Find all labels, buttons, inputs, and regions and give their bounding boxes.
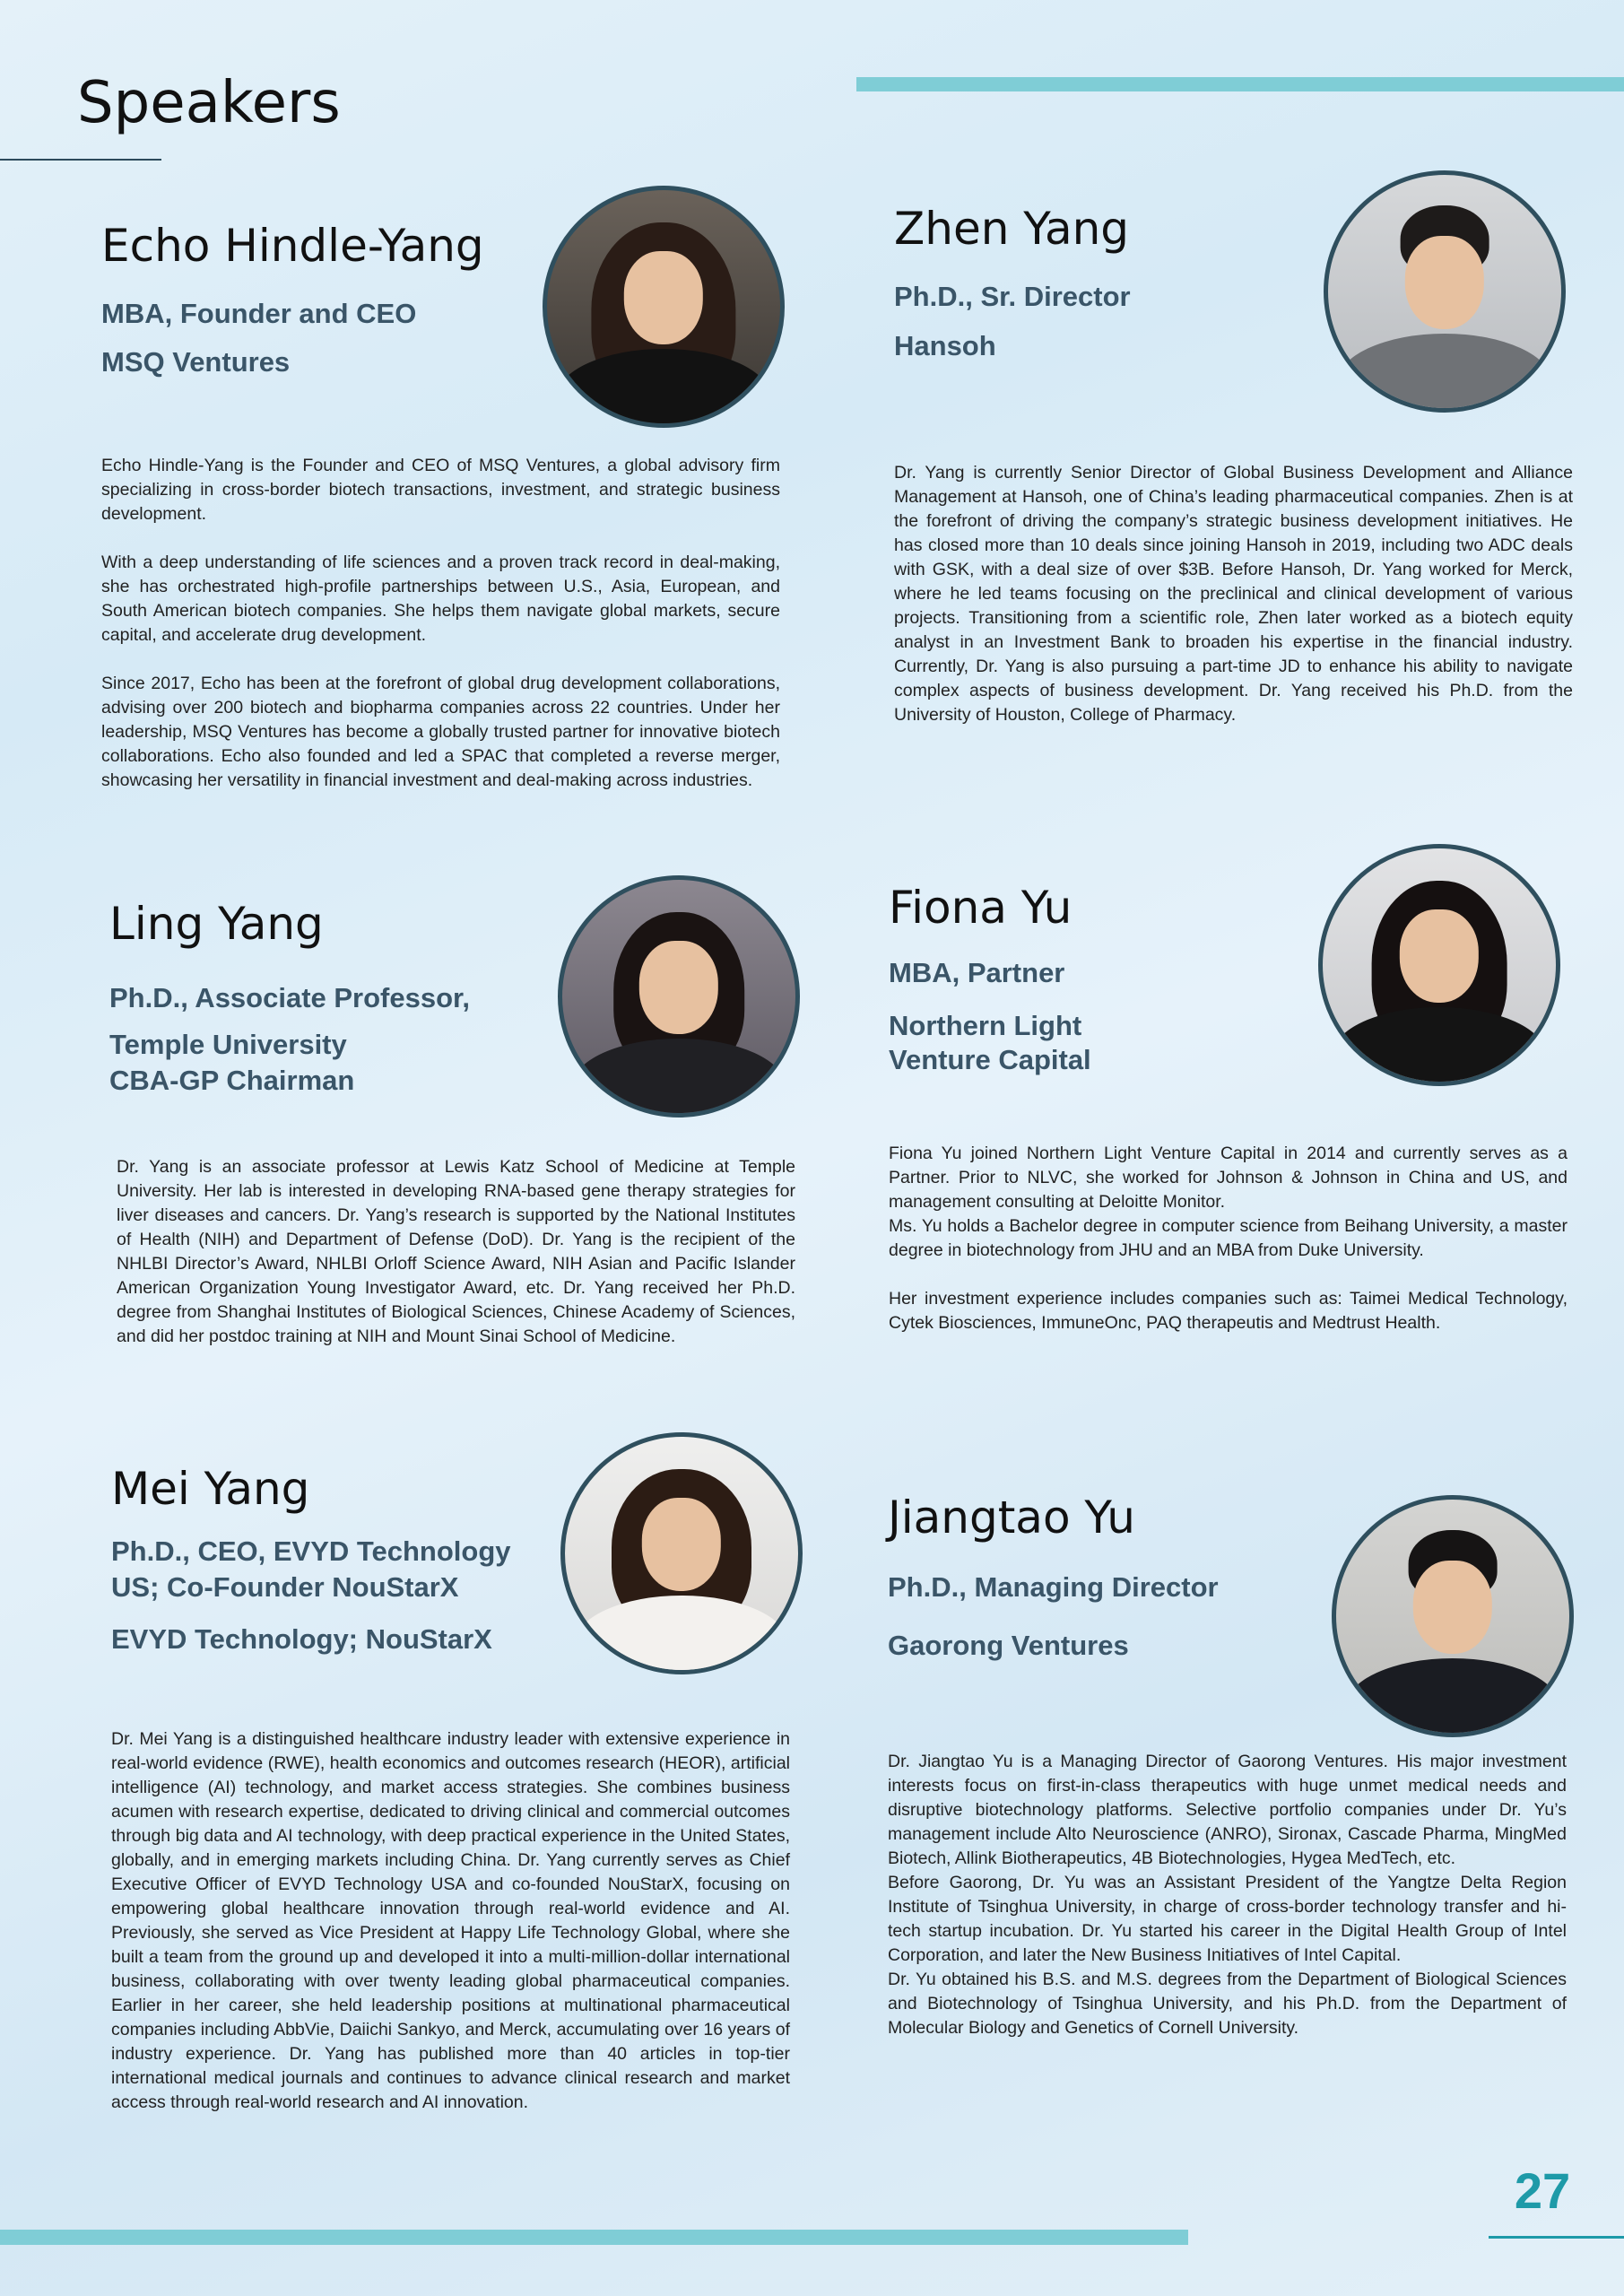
page-number: 27 (1514, 2162, 1571, 2219)
speaker-name-zhen-yang: Zhen Yang (894, 203, 1130, 255)
zhen-yang-portrait-icon (1324, 170, 1566, 413)
speaker-name-ling-yang: Ling Yang (109, 898, 324, 950)
speaker-title-mei-yang: Ph.D., CEO, EVYD Technology (111, 1535, 511, 1567)
speaker-org-mei-yang: EVYD Technology; NouStarX (111, 1623, 492, 1655)
speaker-org-ling-yang: Temple University (109, 1029, 347, 1060)
bio-echo-hindle-yang (101, 454, 780, 793)
bio-paragraph: Dr. Yu obtained his B.S. and M.S. degrees from the Department of Biological Sciences and Biotechnology of Tsinghua University, and his Ph.D. from the Department of Molecular Biology and Genetics of Cornell University. (888, 1970, 1567, 2038)
speaker-org-echo-hindle-yang: MSQ Ventures (101, 346, 291, 378)
speaker-name-jiangtao-yu: Jiangtao Yu (888, 1492, 1135, 1544)
bio-paragraph: Dr. Jiangtao Yu is a Managing Director of Gaorong Ventures. His major investment interests focus on first-in-class therapeutics with huge unmet medical needs and disruptive biotechnology platforms. Selective portfolio companies under Dr. Yu’s management include Alto Neuroscience (ANRO), Sironax, Cascade Pharma, MingMed Biotech, Allink Biotherapeutics, 4B Biotechnologies, Hygea MedTech, etc. (888, 1752, 1567, 1868)
bio-paragraph: Since 2017, Echo has been at the forefront of global drug development collaborations, advising over 200 biotech and biopharma companies across 22 countries. Under her leadership, MSQ Ventures has become a globally trusted partner for innovative biotech collaborations. Echo also founded and led a SPAC that completed a reverse merger, showcasing her versatility in financial investment and deal-making across industries. (101, 674, 780, 790)
bio-zhen-yang (894, 461, 1573, 727)
bio-paragraph: Dr. Mei Yang is a distinguished healthcare industry leader with extensive experience in real-world evidence (RWE), health economics and outcomes research (HEOR), artificial intelligence (AI) technology, and market access strategies. She combines business acumen with research expertise, dedicated to driving clinical and commercial outcomes through big data and AI technology, with deep practical experience in the United States, globally, and in emerging markets including China. Dr. Yang currently serves as Chief Executive Officer of EVYD Technology USA and co-founded NouStarX, focusing on empowering global healthcare innovation through real-world evidence and AI. Previously, she served as Vice President at Happy Life Technology Global, where she built a team from the ground up and developed it into a multi-million-dollar international business, collaborating with over twenty leading global pharmaceutical companies. Earlier in her career, she held leadership positions at multinational pharmaceutical companies including AbbVie, Daiichi Sankyo, and Merck, accumulating over 16 years of industry experience. Dr. Yang has published more than 40 articles in top-tier international medical journals and continues to advance clinical research and market access through real-world research and AI innovation. (111, 1729, 790, 2112)
bio-paragraph: With a deep understanding of life sciences and a proven track record in deal-making, she has orchestrated high-profile partnerships between U.S., Asia, European, and South American biotech companies. She helps them navigate global markets, secure capital, and accelerate drug development. (101, 552, 780, 645)
mei-yang-portrait-icon (560, 1432, 803, 1674)
bio-paragraph: Dr. Yang is currently Senior Director of Global Business Development and Alliance Management at Hansoh, one of China’s leading pharmaceutical companies. Zhen is at the forefront of driving the company’s strategic business development initiatives. He has closed more than 10 deals since joining Hansoh in 2019, including two ADC deals with GSK, with a deal size of over $3B. Before Hansoh, Dr. Yang worked for Merck, where he led teams focusing on the preclinical and clinical development of various projects. Transitioning from a scientific role, Zhen later worked as a biotech equity analyst in an Investment Bank to broaden his expertise in the financial industry. Currently, Dr. Yang is also pursuing a part-time JD to enhance his ability to navigate complex aspects of business development. Dr. Yang received his Ph.D. from the University of Houston, College of Pharmacy. (894, 463, 1573, 725)
speaker-name-mei-yang: Mei Yang (111, 1463, 310, 1515)
bio-paragraph: Echo Hindle-Yang is the Founder and CEO of MSQ Ventures, a global advisory firm specializing in cross-border biotech transactions, investment, and strategic business development. (101, 456, 780, 524)
echo-hindle-yang-portrait-icon (543, 186, 785, 428)
speaker-name-echo-hindle-yang: Echo Hindle-Yang (101, 220, 484, 272)
top-accent-bar (856, 77, 1624, 91)
speaker-role-ling-yang: CBA-GP Chairman (109, 1065, 355, 1096)
bio-paragraph: Before Gaorong, Dr. Yu was an Assistant President of the Yangtze Delta Region Institute of Tsinghua University, in charge of cross-border technology transfer and hi-tech startup incubation. Dr. Yu started his career in the Digital Health Group of Intel Corporation, and later the New Business Initiatives of Intel Capital. (888, 1873, 1567, 1965)
bio-ling-yang (117, 1155, 795, 1349)
ling-yang-portrait-icon (558, 875, 800, 1118)
speaker-title2-mei-yang: US; Co-Founder NouStarX (111, 1571, 459, 1603)
speaker-title-jiangtao-yu: Ph.D., Managing Director (888, 1571, 1219, 1603)
bio-paragraph: Her investment experience includes companies such as: Taimei Medical Technology, Cytek Biosciences, ImmuneOnc, PAQ therapeutis and Medtrust Health. (889, 1289, 1568, 1333)
speaker-title-zhen-yang: Ph.D., Sr. Director (894, 281, 1131, 312)
speaker-title-ling-yang: Ph.D., Associate Professor, (109, 982, 471, 1013)
speaker-title-echo-hindle-yang: MBA, Founder and CEO (101, 298, 417, 329)
fiona-yu-portrait-icon (1318, 844, 1560, 1086)
speaker-org-fiona-yu: Northern Light (889, 1010, 1082, 1041)
bio-jiangtao-yu (888, 1750, 1567, 2040)
bio-mei-yang (111, 1727, 790, 2115)
bio-fiona-yu (889, 1142, 1568, 1335)
bottom-accent-bar (0, 2230, 1188, 2245)
speaker-org-jiangtao-yu: Gaorong Ventures (888, 1630, 1129, 1661)
bio-paragraph: Ms. Yu holds a Bachelor degree in computer science from Beihang University, a master degree in biotechnology from JHU and an MBA from Duke University. (889, 1216, 1568, 1260)
bio-paragraph: Dr. Yang is an associate professor at Lewis Katz School of Medicine at Temple University. Her lab is interested in developing RNA-based gene therapy strategies for liver diseases and cancers. Dr. Yang’s research is supported by the National Institutes of Health (NIH) and Department of Defense (DoD). Dr. Yang is the recipient of the NHLBI Director’s Award, NHLBI Orloff Science Award, NIH Asian and Pacific Islander American Organization Young Investigator Award, etc. Dr. Yang received her Ph.D. degree from Shanghai Institutes of Biological Sciences, Chinese Academy of Sciences, and did her postdoc training at NIH and Mount Sinai School of Medicine. (117, 1157, 795, 1346)
jiangtao-yu-portrait-icon (1332, 1495, 1574, 1737)
speaker-name-fiona-yu: Fiona Yu (889, 882, 1073, 934)
speaker-org-zhen-yang: Hansoh (894, 330, 996, 361)
speaker-org2-fiona-yu: Venture Capital (889, 1044, 1091, 1075)
page-number-underline (1489, 2236, 1624, 2239)
title-underline (0, 159, 161, 161)
speaker-title-fiona-yu: MBA, Partner (889, 957, 1065, 988)
page-title: Speakers (77, 70, 341, 136)
bio-paragraph: Fiona Yu joined Northern Light Venture Capital in 2014 and currently serves as a Partner. Prior to NLVC, she worked for Johnson & Johnson in China and US, and management consulting at Deloitte Monitor. (889, 1144, 1568, 1212)
